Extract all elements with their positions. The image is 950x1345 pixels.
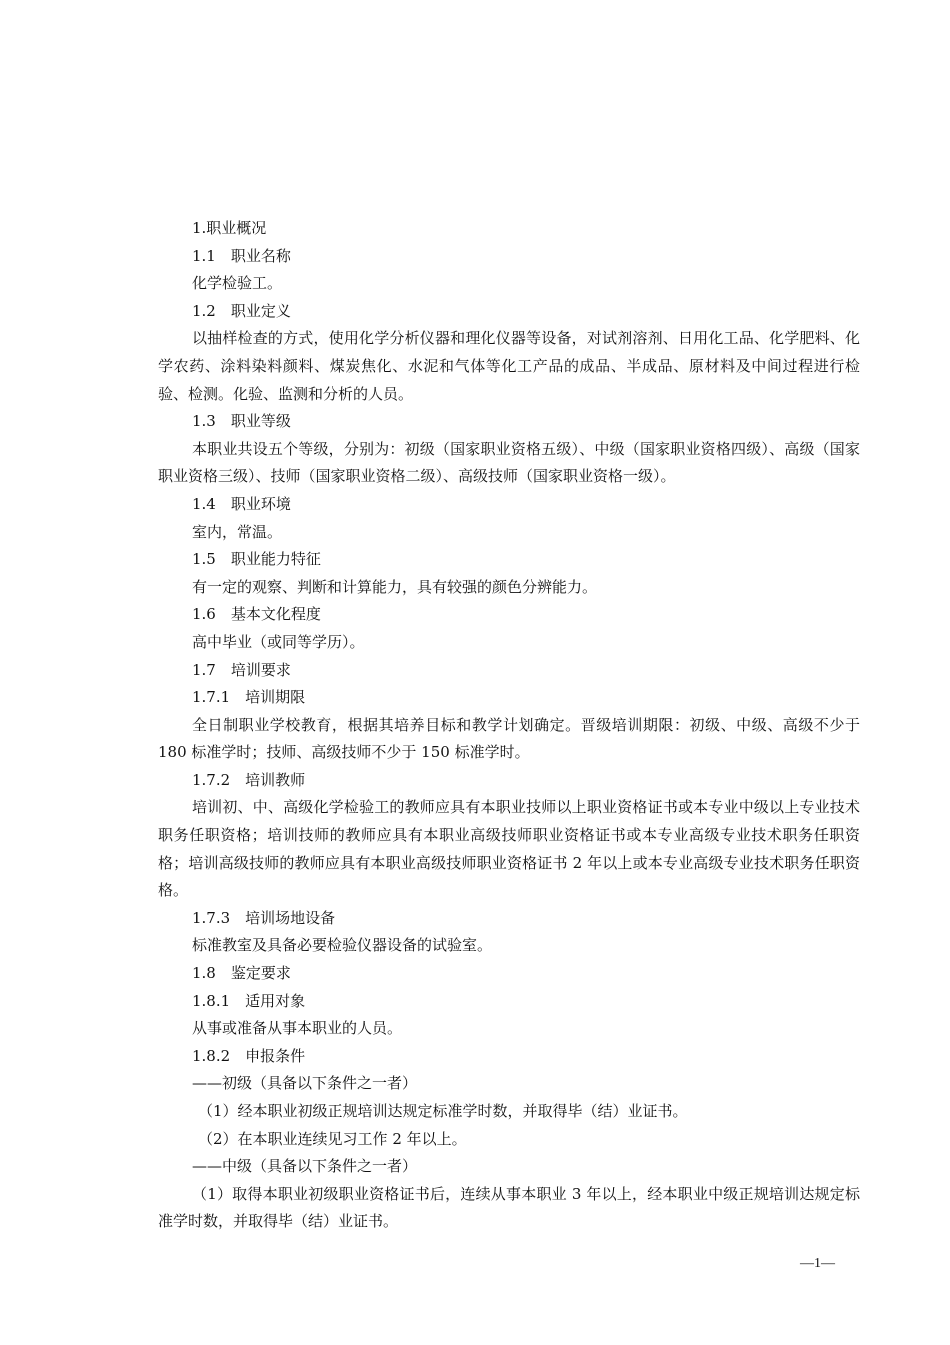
subsection-heading: 1.6 基本文化程度 <box>192 605 321 624</box>
subsubsection-heading: 1.7.1 培训期限 <box>192 688 306 707</box>
body-text: 标准教室及具备必要检验仪器设备的试验室。 <box>192 936 493 955</box>
list-item: （2）在本职业连续见习工作 2 年以上。 <box>198 1129 467 1148</box>
body-paragraph: 培训初、中、高级化学检验工的教师应具有本职业技师以上职业资格证书或本专业中级以上专业技术职务任职资格；培训技师的教师应具有本职业高级技师职业资格证书或本专业高级专业技术职务任职资格；培训高级技师的教师应具有本职业高级技师职业资格证书 2 年以上或本专业高级专业技术职务任职资格。 <box>158 798 860 900</box>
list-item: （1）经本职业初级正规培训达规定标准学时数，并取得毕（结）业证书。 <box>198 1102 688 1120</box>
subsection-heading: 1.7 培训要求 <box>192 660 291 679</box>
section-heading: 1.职业概况 <box>192 219 267 237</box>
body-text: 化学检验工。 <box>192 274 283 293</box>
page-number: —1— <box>800 1256 835 1271</box>
body-paragraph: 以抽样检查的方式，使用化学分析仪器和理化仪器等设备，对试剂溶剂、日用化工品、化学肥料、化学农药、涂料染料颜料、煤炭焦化、水泥和气体等化工产品的成品、半成品、原材料及中间过程进行检验、检测。化验、监测和分析的人员。 <box>158 329 860 403</box>
body-paragraph: 本职业共设五个等级，分别为：初级（国家职业资格五级）、中级（国家职业资格四级）、高级（国家职业资格三级）、技师（国家职业资格二级）、高级技师（国家职业资格一级）。 <box>158 439 860 486</box>
subsection-heading: 1.3 职业等级 <box>192 412 291 431</box>
body-text: 高中毕业（或同等学历）。 <box>192 632 365 651</box>
subsubsection-heading: 1.7.3 培训场地设备 <box>192 908 336 927</box>
list-heading: ——中级（具备以下条件之一者） <box>192 1157 418 1176</box>
subsection-heading: 1.8 鉴定要求 <box>192 964 291 983</box>
document-body <box>158 215 860 1236</box>
list-heading: ——初级（具备以下条件之一者） <box>192 1074 418 1093</box>
subsection-heading: 1.5 职业能力特征 <box>192 550 321 569</box>
body-paragraph: 全日制职业学校教育，根据其培养目标和教学计划确定。晋级培训期限：初级、中级、高级不少于 180 标准学时；技师、高级技师不少于 150 标准学时。 <box>158 715 860 762</box>
body-text: 有一定的观察、判断和计算能力，具有较强的颜色分辨能力。 <box>192 577 598 596</box>
body-text: 从事或准备从事本职业的人员。 <box>192 1019 403 1038</box>
list-item-paragraph: （1）取得本职业初级职业资格证书后，连续从事本职业 3 年以上，经本职业中级正规培训达规定标准学时数，并取得毕（结）业证书。 <box>158 1184 860 1231</box>
subsubsection-heading: 1.8.2 申报条件 <box>192 1046 306 1065</box>
subsubsection-heading: 1.7.2 培训教师 <box>192 770 306 789</box>
body-text: 室内，常温。 <box>192 522 283 541</box>
subsubsection-heading: 1.8.1 适用对象 <box>192 991 306 1010</box>
subsection-heading: 1.1 职业名称 <box>192 246 291 265</box>
subsection-heading: 1.2 职业定义 <box>192 301 291 320</box>
subsection-heading: 1.4 职业环境 <box>192 494 291 513</box>
